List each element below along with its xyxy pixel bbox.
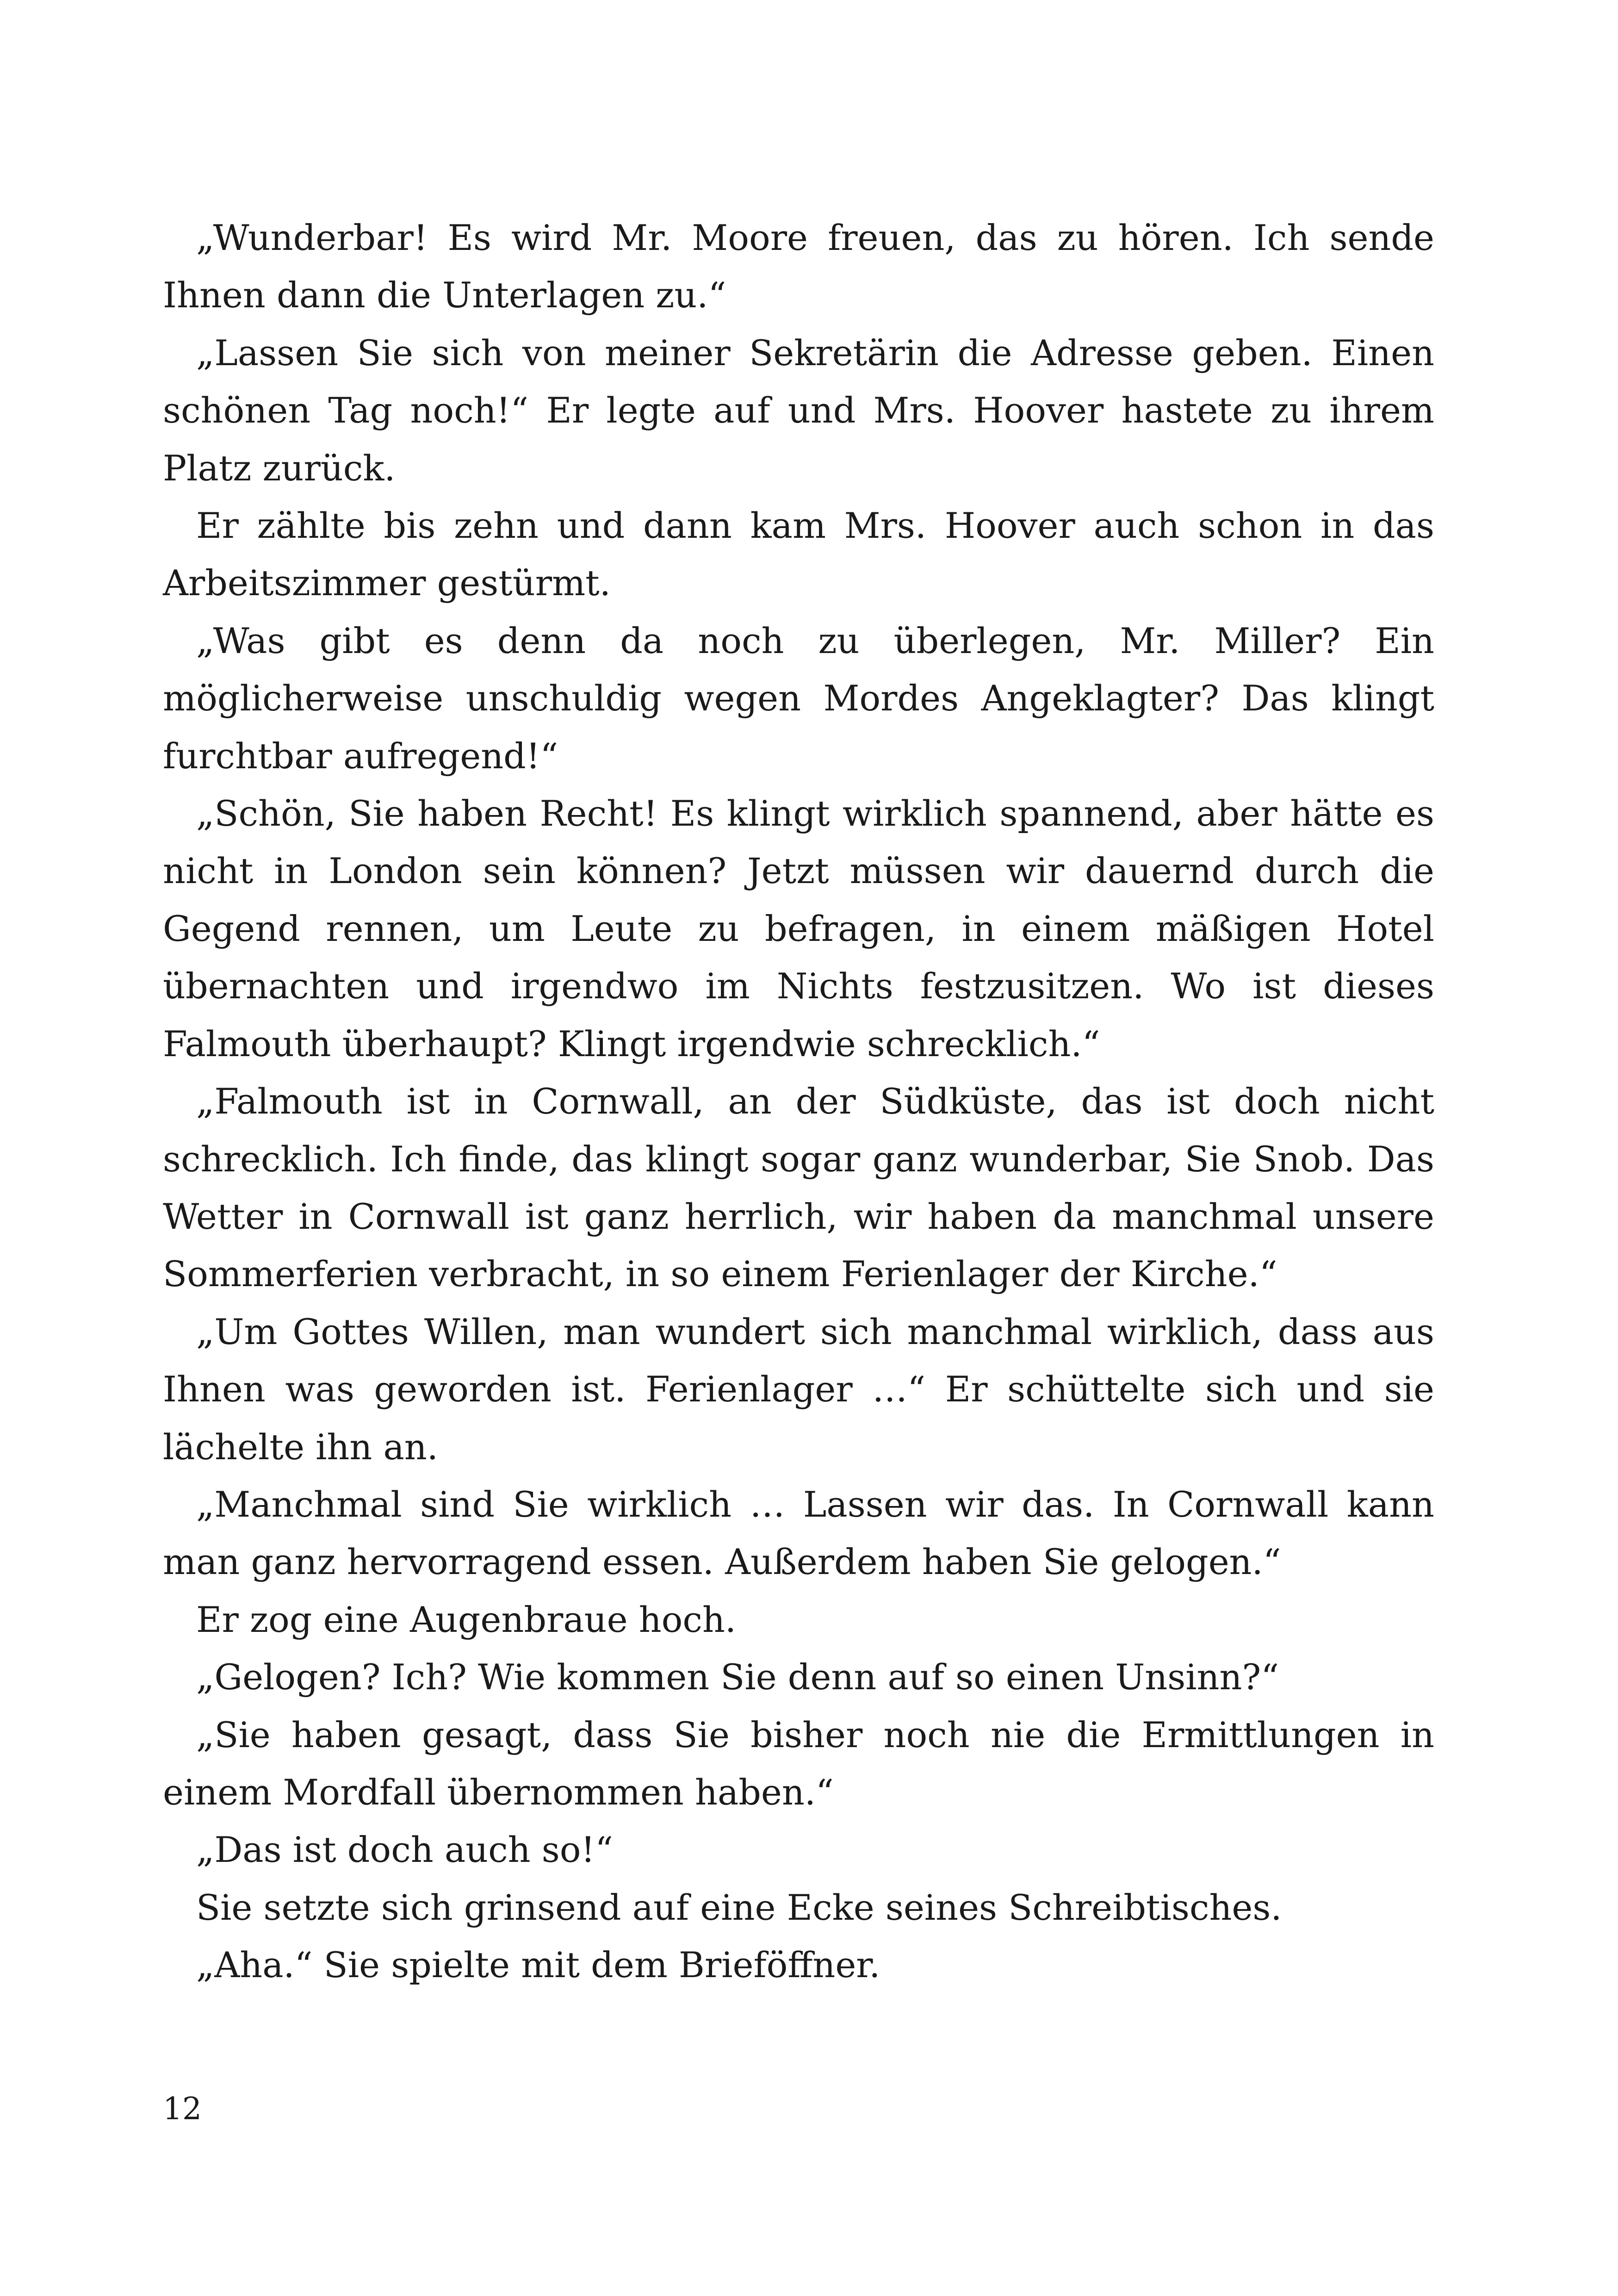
paragraph: Sie setzte sich grinsend auf eine Ecke seines Schreibtisches. xyxy=(196,1886,1282,1928)
paragraph: „Was gibt es denn da noch zu überlegen, Mr. Miller? Ein möglicherweise unschuldig wegen Mordes Angeklagter? Das klingt furchtbar aufregend!“ xyxy=(163,620,1434,777)
paragraph: „Manchmal sind Sie wirklich … Lassen wir das. In Cornwall kann man ganz hervorragend essen. Außerdem haben Sie gelogen.“ xyxy=(163,1483,1434,1583)
paragraph: „Sie haben gesagt, dass Sie bisher noch nie die Ermittlungen in einem Mordfall übernommen haben.“ xyxy=(163,1714,1434,1813)
paragraph: „Das ist doch auch so!“ xyxy=(196,1829,613,1871)
body-text xyxy=(163,209,1434,1994)
paragraph: Er zählte bis zehn und dann kam Mrs. Hoover auch schon in das Arbeitszimmer gestürmt. xyxy=(163,505,1434,604)
paragraph: „Gelogen? Ich? Wie kommen Sie denn auf so einen Unsinn?“ xyxy=(196,1656,1279,1698)
paragraph: Er zog eine Augenbraue hoch. xyxy=(196,1599,737,1640)
paragraph: „Um Gottes Willen, man wundert sich manchmal wirklich, dass aus Ihnen was geworden ist. Ferienlager …“ Er schüttelte sich und sie lächelte ihn an. xyxy=(163,1311,1434,1468)
paragraph: „Aha.“ Sie spielte mit dem Brieföffner. xyxy=(196,1944,880,1986)
page-number: 12 xyxy=(163,2091,202,2127)
paragraph: „Lassen Sie sich von meiner Sekretärin die Adresse geben. Einen schönen Tag noch!“ Er legte auf und Mrs. Hoover hastete zu ihrem Platz zurück. xyxy=(163,332,1434,489)
paragraph: „Falmouth ist in Cornwall, an der Südküste, das ist doch nicht schrecklich. Ich finde, das klingt sogar ganz wunderbar, Sie Snob. Das Wetter in Cornwall ist ganz herrlich, wir haben da manchmal unsere Sommerferien verbracht, in so einem Ferienlager der Kirche.“ xyxy=(163,1081,1434,1295)
paragraph: „Schön, Sie haben Recht! Es klingt wirklich spannend, aber hätte es nicht in London sein können? Jetzt müssen wir dauernd durch die Gegend rennen, um Leute zu befragen, in einem mäßigen Hotel übernachten und irgendwo im Nichts festzusitzen. Wo ist dieses Falmouth überhaupt? Klingt irgendwie schrecklich.“ xyxy=(163,793,1434,1064)
paragraph: „Wunderbar! Es wird Mr. Moore freuen, das zu hören. Ich sende Ihnen dann die Unterlagen zu.“ xyxy=(163,217,1434,316)
